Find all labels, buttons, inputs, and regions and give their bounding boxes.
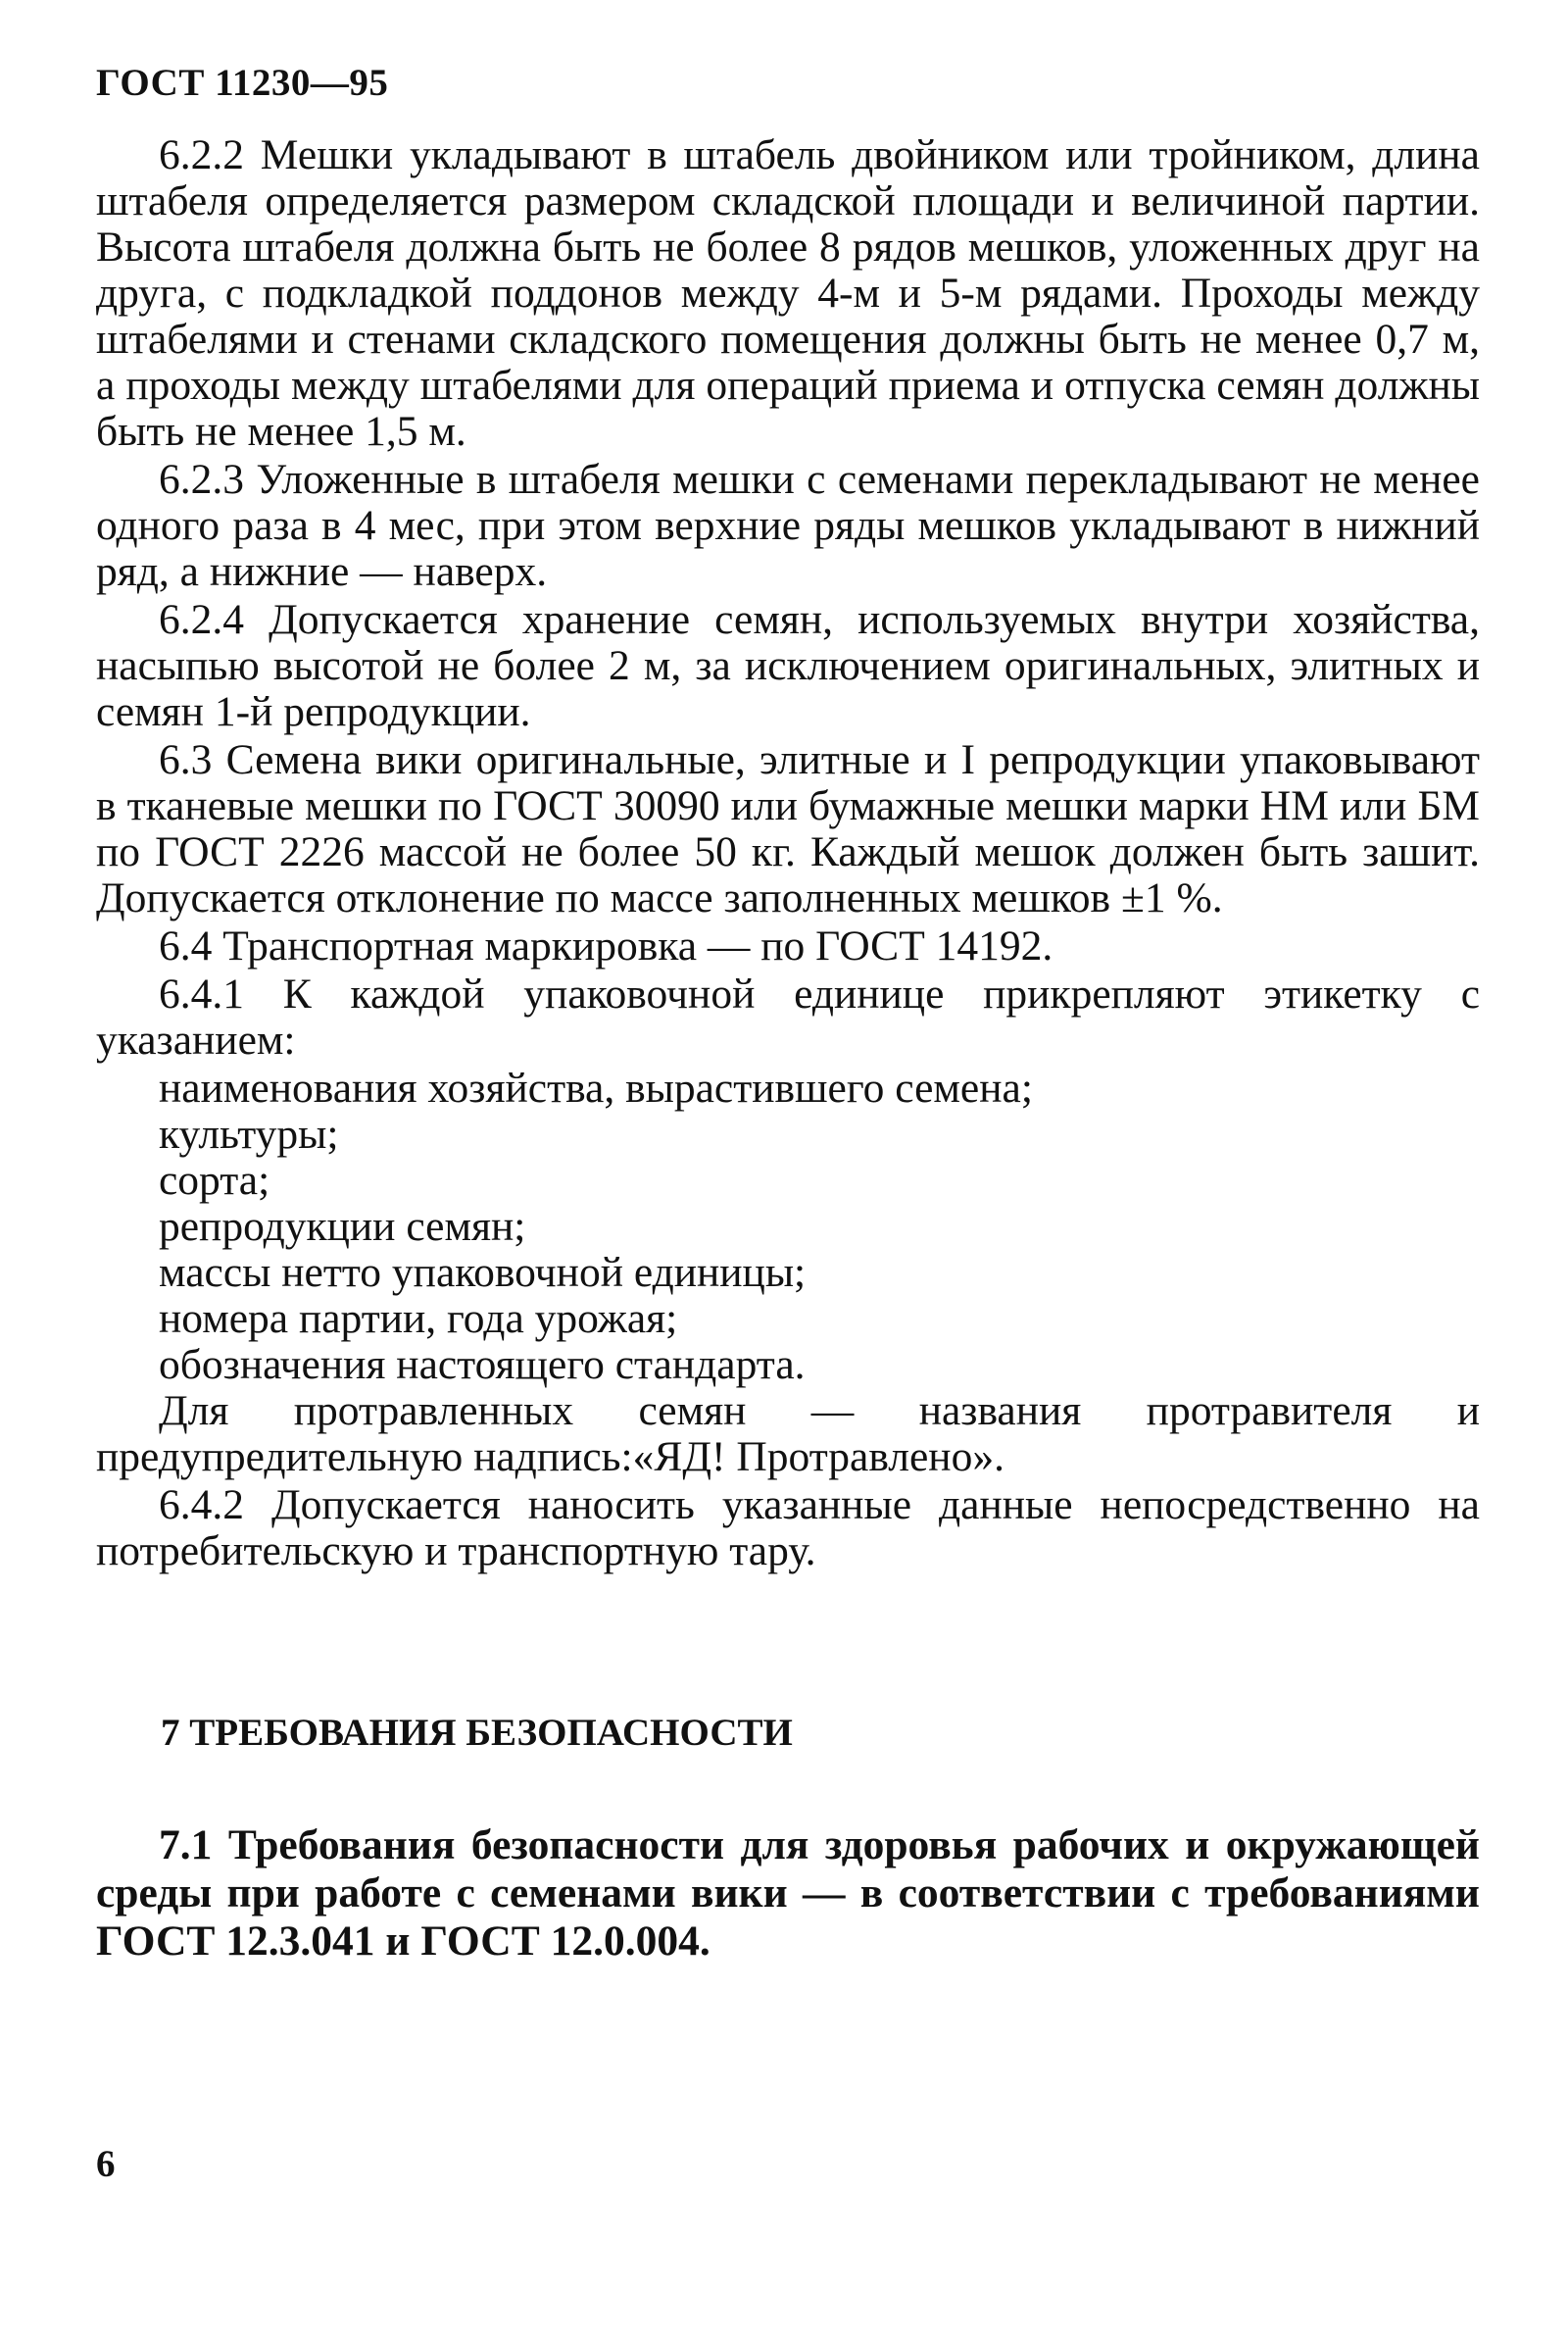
- paragraph-6-4-2: 6.4.2 Допускается наносить указанные данные непосредственно на потребительскую и транспортную тару.: [96, 1481, 1480, 1574]
- document-body: [96, 132, 1480, 1576]
- list-item: культуры;: [159, 1111, 339, 1158]
- section-7-heading: 7 ТРЕБОВАНИЯ БЕЗОПАСНОСТИ: [161, 1712, 793, 1754]
- paragraph-6-2-4: 6.2.4 Допускается хранение семян, используемых внутри хозяйства, насыпью высотой не более 2 м, за исключением оригинальных, элитных и семян 1-й репродукции.: [96, 596, 1480, 735]
- paragraph-6-3: 6.3 Семена вики оригинальные, элитные и I репродукции упаковывают в тканевые мешки по ГОСТ 30090 или бумажные мешки марки НМ или БМ по ГОСТ 2226 массой не более 50 кг. Каждый мешок должен быть зашит. Допускается отклонение по массе заполненных мешков ±1 %.: [96, 736, 1480, 921]
- list-item: номера партии, года урожая;: [159, 1295, 678, 1342]
- document-header: ГОСТ 11230—95: [96, 62, 389, 104]
- list-item: сорта;: [159, 1157, 270, 1204]
- paragraph-treated-seeds: Для протравленных семян — названия протравителя и предупредительную надпись:«ЯД! Протравлено».: [96, 1387, 1480, 1480]
- list-item: наименования хозяйства, вырастившего семена;: [159, 1065, 1033, 1112]
- page-number: 6: [96, 2143, 116, 2185]
- list-item: репродукции семян;: [159, 1203, 526, 1250]
- paragraph-6-4: 6.4 Транспортная маркировка — по ГОСТ 14192.: [159, 922, 1054, 970]
- paragraph-6-2-3: 6.2.3 Уложенные в штабеля мешки с семенами перекладывают не менее одного раза в 4 мес, при этом верхние ряды мешков укладывают в нижний ряд, а нижние — наверх.: [96, 456, 1480, 595]
- list-item: массы нетто упаковочной единицы;: [159, 1249, 807, 1296]
- paragraph-7-1: 7.1 Требования безопасности для здоровья рабочих и окружающей среды при работе с семенами вики — в соответствии с требованиями ГОСТ 12.3.041 и ГОСТ 12.0.004.: [96, 1821, 1480, 1965]
- list-item: обозначения настоящего стандарта.: [159, 1341, 806, 1388]
- paragraph-6-2-2: 6.2.2 Мешки укладывают в штабель двойником или тройником, длина штабеля определяется размером складской площади и величиной партии. Высота штабеля должна быть не более 8 рядов мешков, уложенных друг на друга, с подкладкой поддонов между 4-м и 5-м рядами. Проходы между штабелями и стенами складского помещения должны быть не менее 0,7 м, а проходы между штабелями для операций приема и отпуска семян должны быть не менее 1,5 м.: [96, 131, 1480, 455]
- paragraph-6-4-1: 6.4.1 К каждой упаковочной единице прикрепляют этикетку с указанием:: [96, 971, 1480, 1064]
